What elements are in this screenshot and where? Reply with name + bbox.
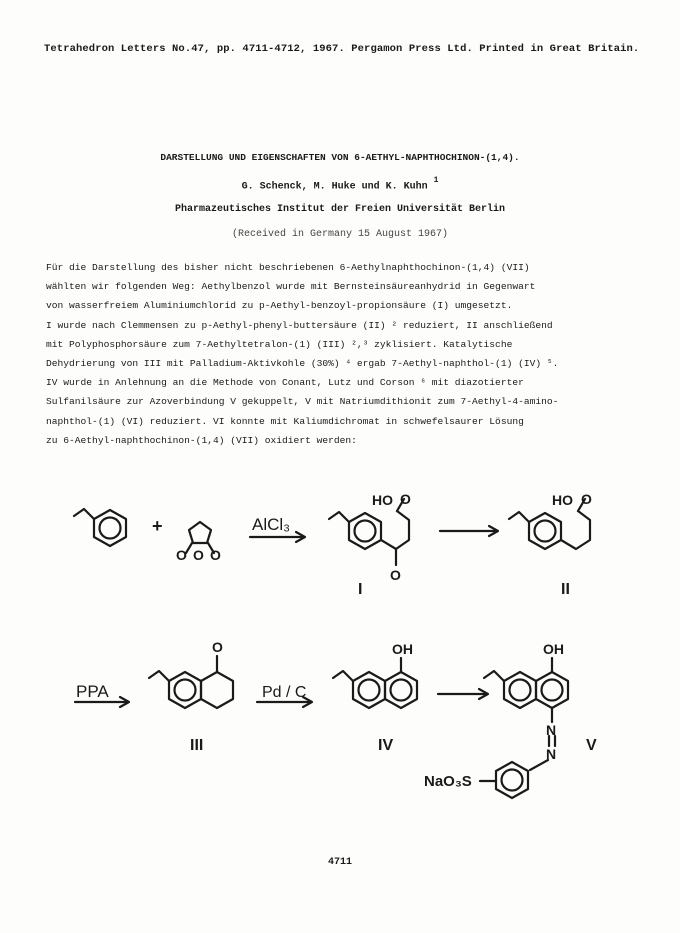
anhydride-oxygen-right: O xyxy=(210,547,221,563)
body-line-4: I wurde nach Clemmensen zu p-Aethyl-phenyl-buttersäure (II) ² reduziert, II anschließend xyxy=(46,319,553,331)
body-line-6: Dehydrierung von III mit Palladium-Aktivkohle (30%) ⁴ ergab 7-Aethyl-naphthol-(1) (IV) ⁵. xyxy=(46,357,559,369)
reagent-ppa: PPA xyxy=(76,682,109,701)
anhydride-oxygen-ring: O xyxy=(193,547,204,563)
page-number: 4711 xyxy=(327,857,352,868)
received-date: (Received in Germany 15 August 1967) xyxy=(231,229,449,240)
body-line-5: mit Polyphosphorsäure zum 7-Aethyltetralon-(1) (III) ²,³ zyklisiert. Katalytische xyxy=(46,338,513,350)
label-compound-V: V xyxy=(586,737,597,754)
compound-V-sulfonate-group: NaO₃S xyxy=(424,773,472,790)
body-line-9: naphthol-(1) (VI) reduziert. VI konnte mit Kaliumdichromat in schwefelsaurer Lösung xyxy=(46,415,524,427)
label-compound-III: III xyxy=(190,737,204,754)
compound-V-azo-nitrogen-1: N xyxy=(546,722,557,738)
body-line-10: zu 6-Aethyl-naphthochinon-(1,4) (VII) oxidiert werden: xyxy=(46,434,357,446)
compound-III-structure xyxy=(149,656,233,708)
body-line-3: von wasserfreiem Aluminiumchlorid zu p-Aethyl-benzoyl-propionsäure (I) umgesetzt. xyxy=(46,300,513,312)
anhydride-oxygen-left: O xyxy=(176,547,187,563)
compound-V-hydroxyl: OH xyxy=(543,641,564,657)
label-compound-IV: IV xyxy=(378,737,394,754)
compound-IV-hydroxyl: OH xyxy=(392,641,413,657)
compound-IV-structure xyxy=(333,658,417,708)
reagent-pd-c: Pd / C xyxy=(262,684,307,701)
compound-I-structure xyxy=(329,499,409,565)
body-line-8: Sulfanilsäure zur Azoverbindung V gekuppelt, V mit Natriumdithionit zum 7-Aethyl-4-amino- xyxy=(46,396,559,408)
paper-title: DARSTELLUNG UND EIGENSCHAFTEN VON 6-AETHYL-NAPHTHOCHINON-(1,4). xyxy=(160,152,520,163)
compound-II-acid-oxygen: O xyxy=(581,491,592,507)
compound-III-ketone-oxygen: O xyxy=(212,639,223,655)
compound-I-ketone-oxygen: O xyxy=(390,567,401,583)
plus-sign: + xyxy=(152,516,163,536)
compound-V-azo-nitrogen-2: N xyxy=(546,746,557,762)
body-line-7: IV wurde in Anlehnung an die Methode von Conant, Lutz und Corson ⁶ mit diazotierter xyxy=(46,377,524,389)
journal-header: Tetrahedron Letters No.47, pp. 4711-4712, 1967. Pergamon Press Ltd. Printed in Great Britain. xyxy=(44,43,640,55)
authors-names: G. Schenck, M. Huke und K. Kuhn xyxy=(241,181,428,193)
body-line-1: Für die Darstellung des bisher nicht beschriebenen 6-Aethylnaphthochinon-(1,4) (VII) xyxy=(46,262,530,273)
reagent-alcl3: AlCl₃ xyxy=(252,515,291,534)
authors-footnote-ref: 1 xyxy=(433,176,439,185)
compound-II-structure xyxy=(509,499,590,549)
label-compound-I: I xyxy=(358,581,363,598)
compound-I-hydroxyl: HO xyxy=(372,492,393,508)
label-compound-II: II xyxy=(561,581,570,598)
body-line-2: wählten wir folgenden Weg: Aethylbenzol wurde mit Bernsteinsäureanhydrid in Gegenwart xyxy=(46,281,536,293)
compound-I-acid-oxygen: O xyxy=(400,491,411,507)
ethylbenzene-structure xyxy=(74,509,126,546)
compound-II-hydroxyl: HO xyxy=(552,492,573,508)
affiliation: Pharmazeutisches Institut der Freien Universität Berlin xyxy=(174,204,506,215)
